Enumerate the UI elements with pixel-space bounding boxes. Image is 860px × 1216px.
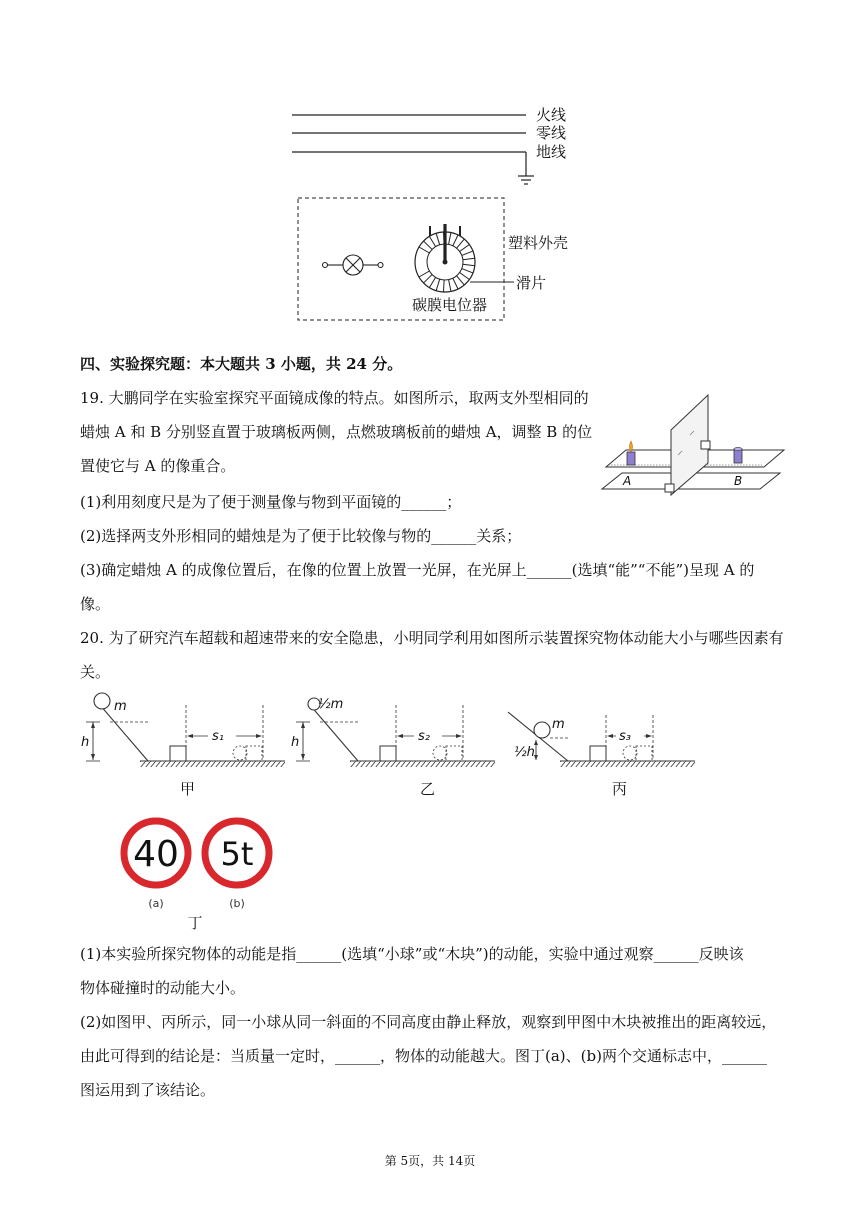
block-yi xyxy=(380,746,396,761)
height-label-jia: h xyxy=(81,735,90,750)
block-jia xyxy=(170,746,186,761)
q19-stem-line1: 19. 大鹏同学在实验室探究平面镜成像的特点。如图所示，取两支外型相同的 xyxy=(80,389,589,407)
height-label-bing: ½h xyxy=(514,745,535,760)
figure-label-yi: 乙 xyxy=(420,780,436,798)
ground-symbol-icon xyxy=(518,176,534,184)
sign-caption-a: (a) xyxy=(148,897,164,910)
shell-label: 塑料外壳 xyxy=(508,234,569,252)
line-label-earth: 地线 xyxy=(536,143,567,161)
q19-stem-line2: 蜡烛 A 和 B 分别竖直置于玻璃板两侧，点燃玻璃板前的蜡烛 A，调整 B 的位 xyxy=(80,423,593,441)
distance-label-bing: s₃ xyxy=(619,729,631,744)
mass-label-yi: ½m xyxy=(318,697,344,712)
weight-limit-sign-icon xyxy=(205,821,269,885)
traffic-signs-figure xyxy=(115,815,285,935)
q20-sub1-line1: (1)本实验所探究物体的动能是指______(选填“小球”或“木块”)的动能，实验中通过观察______反映该 xyxy=(80,945,744,963)
q20-sub2-line3: 图运用到了该结论。 xyxy=(80,1081,216,1099)
distance-label-yi: s₂ xyxy=(418,729,430,744)
q19-sub1: (1)利用刻度尺是为了便于测量像与物到平面镜的______； xyxy=(80,493,462,511)
ball-jia-icon xyxy=(94,693,110,709)
figure-label-jia: 甲 xyxy=(180,780,196,798)
q20-sub2-line2: 由此可得到的结论是：当质量一定时，______，物体的动能越大。图丁(a)、(b)两个交通标志中，______ xyxy=(80,1047,767,1065)
lamp-symbol-icon xyxy=(323,255,384,275)
weight-limit-value: 5t xyxy=(220,835,254,873)
mass-label-bing: m xyxy=(552,717,565,732)
circuit-figure xyxy=(280,100,600,330)
plane-mirror-figure xyxy=(598,385,788,500)
candle-b-icon xyxy=(734,447,742,463)
section-title: 四、实验探究题：本大题共 3 小题，共 24 分。 xyxy=(80,355,403,373)
candle-a-icon xyxy=(627,441,635,465)
ball-bing-icon xyxy=(534,722,550,738)
q20-sub2-line1: (2)如图甲、丙所示，同一小球从同一斜面的不同高度由静止释放，观察到甲图中木块被推出的距离较远， xyxy=(80,1013,777,1031)
potentiometer-label: 碳膜电位器 xyxy=(412,296,488,314)
slider-label: 滑片 xyxy=(516,274,547,292)
sign-caption-b: (b) xyxy=(229,897,245,910)
q19-sub3-line1: (3)确定蜡烛 A 的成像位置后，在像的位置上放置一光屏，在光屏上______(选填“能”“不能”)呈现 A 的 xyxy=(80,561,755,579)
q20-stem-line2: 关。 xyxy=(80,663,111,681)
figure-label-ding: 丁 xyxy=(187,914,203,932)
block-bing xyxy=(590,746,606,761)
figure-jia xyxy=(81,693,285,798)
height-label-yi: h xyxy=(291,735,300,750)
q19-stem-line3: 置使它与 A 的像重合。 xyxy=(80,457,236,475)
candle-b-label: B xyxy=(734,474,743,488)
page-footer: 第 5页，共 14页 xyxy=(384,1154,476,1168)
figure-yi xyxy=(291,697,495,798)
speed-limit-value: 40 xyxy=(133,834,179,875)
potentiometer-icon xyxy=(415,224,475,292)
q19-sub2: (2)选择两支外形相同的蜡烛是为了便于比较像与物的______关系； xyxy=(80,527,522,545)
line-label-live: 火线 xyxy=(536,106,567,124)
q20-stem-line1: 20. 为了研究汽车超载和超速带来的安全隐患，小明同学利用如图所示装置探究物体动能大小与哪些因素有 xyxy=(80,629,784,647)
figure-label-bing: 丙 xyxy=(612,780,628,798)
kinetic-energy-figures xyxy=(80,690,700,802)
line-label-neutral: 零线 xyxy=(536,124,567,142)
candle-a-label: A xyxy=(623,474,632,488)
mass-label-jia: m xyxy=(114,699,127,714)
figure-bing xyxy=(508,712,695,798)
distance-label-jia: s₁ xyxy=(212,729,224,744)
q20-sub1-line2: 物体碰撞时的动能大小。 xyxy=(80,979,246,997)
speed-limit-sign-icon xyxy=(124,821,188,885)
q19-sub3-line2: 像。 xyxy=(80,595,111,613)
